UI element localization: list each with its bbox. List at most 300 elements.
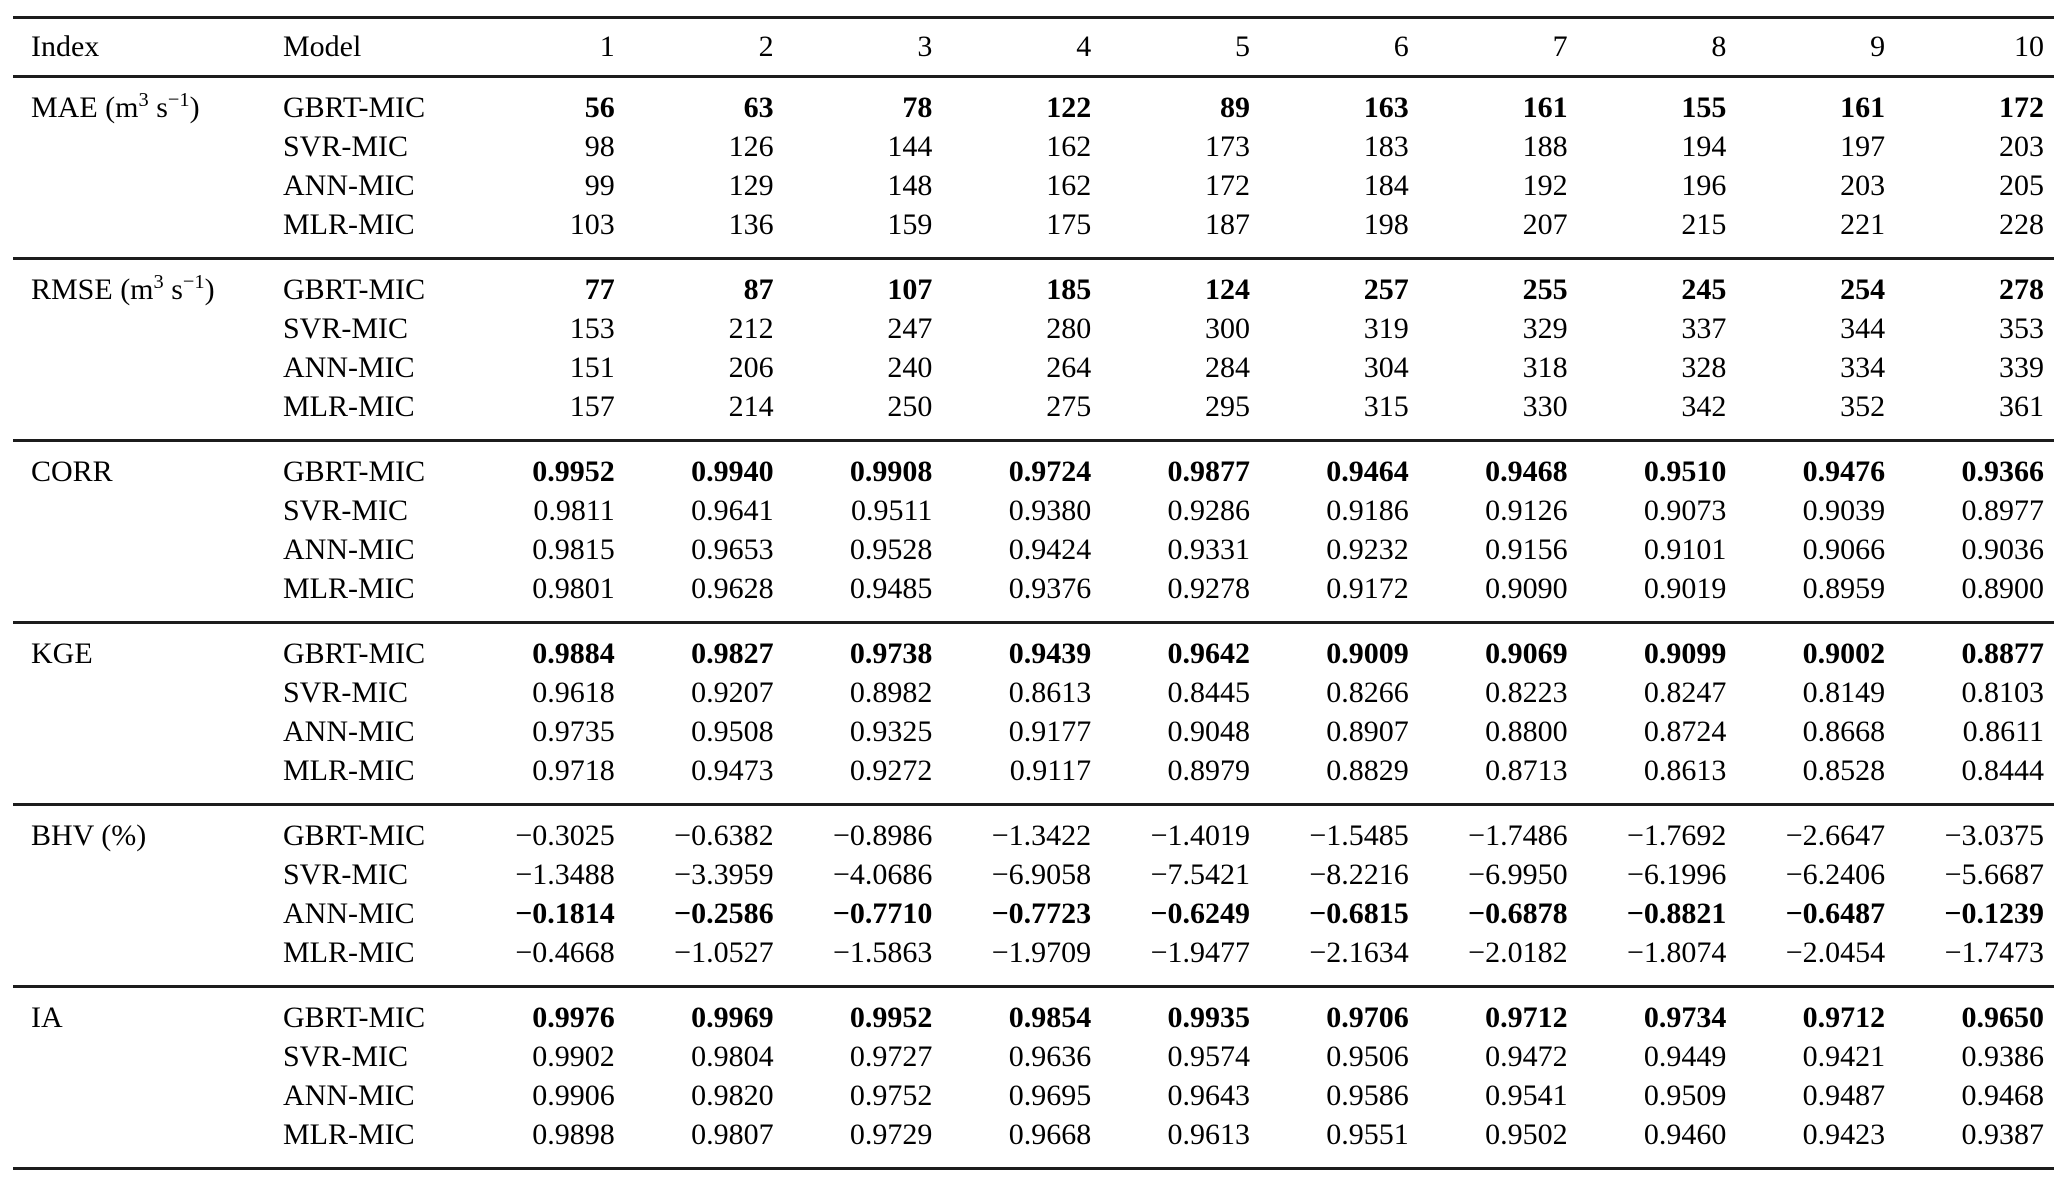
header-lead-time-1: 1 xyxy=(599,30,615,63)
index-cell xyxy=(13,569,283,623)
index-cell xyxy=(13,751,283,805)
value-cell: 0.9464 xyxy=(1326,455,1409,488)
value-cell: 0.9729 xyxy=(849,1118,933,1151)
value-cell: 264 xyxy=(1046,351,1092,384)
model-cell: GBRT-MIC xyxy=(283,273,426,306)
value-cell: 0.9734 xyxy=(1643,1001,1727,1034)
model-cell: GBRT-MIC xyxy=(283,91,426,124)
value-cell: 0.9090 xyxy=(1485,572,1568,605)
table-row xyxy=(13,751,2054,805)
value-cell: 0.9906 xyxy=(532,1079,615,1112)
value-cell: 0.9048 xyxy=(1167,715,1250,748)
value-cell: 0.8247 xyxy=(1643,676,1727,709)
value-cell: −0.7723 xyxy=(991,897,1092,930)
value-cell: 0.9668 xyxy=(1008,1118,1092,1151)
value-cell: 278 xyxy=(1999,273,2044,306)
value-cell: 0.8829 xyxy=(1326,754,1409,787)
value-cell: −0.1239 xyxy=(1944,897,2044,930)
value-cell: 0.9854 xyxy=(1008,1001,1092,1034)
model-cell: MLR-MIC xyxy=(283,754,415,787)
value-cell: 280 xyxy=(1046,312,1092,345)
value-cell: 0.9066 xyxy=(1802,533,1886,566)
index-label: CORR xyxy=(31,455,113,488)
index-cell xyxy=(13,166,283,205)
model-cell: GBRT-MIC xyxy=(283,1001,426,1034)
value-cell: 240 xyxy=(887,351,933,384)
value-cell: 0.9002 xyxy=(1802,637,1886,670)
value-cell: 352 xyxy=(1840,390,1886,423)
value-cell: 203 xyxy=(1840,169,1886,202)
table-row xyxy=(13,933,2054,987)
value-cell: −0.6249 xyxy=(1150,897,1250,930)
index-cell xyxy=(13,987,283,1038)
value-cell: 0.9126 xyxy=(1485,494,1568,527)
value-cell: −2.1634 xyxy=(1309,936,1409,969)
value-cell: 0.9421 xyxy=(1802,1040,1886,1073)
value-cell: 284 xyxy=(1204,351,1250,384)
value-cell: 0.8982 xyxy=(849,676,933,709)
value-cell: 0.8959 xyxy=(1802,572,1886,605)
value-cell: 0.8266 xyxy=(1326,676,1409,709)
value-cell: 275 xyxy=(1046,390,1092,423)
value-cell: 295 xyxy=(1204,390,1250,423)
model-cell: GBRT-MIC xyxy=(283,455,426,488)
section-corr xyxy=(13,441,2054,623)
table-row xyxy=(13,259,2054,310)
value-cell: 215 xyxy=(1681,208,1727,241)
section-bhv xyxy=(13,805,2054,987)
value-cell: 0.9804 xyxy=(691,1040,774,1073)
value-cell: −0.3025 xyxy=(515,819,615,852)
value-cell: −0.4668 xyxy=(515,936,615,969)
table-row xyxy=(13,894,2054,933)
value-cell: 198 xyxy=(1363,208,1409,241)
table-row xyxy=(13,491,2054,530)
model-cell: SVR-MIC xyxy=(283,494,409,527)
value-cell: 0.8800 xyxy=(1485,715,1568,748)
model-cell: SVR-MIC xyxy=(283,312,409,345)
value-cell: 245 xyxy=(1681,273,1727,306)
index-cell xyxy=(13,1115,283,1169)
value-cell: 0.9528 xyxy=(849,533,933,566)
value-cell: 0.8445 xyxy=(1167,676,1250,709)
table-row xyxy=(13,1037,2054,1076)
value-cell: 0.9485 xyxy=(849,572,933,605)
value-cell: 0.9898 xyxy=(532,1118,615,1151)
unit-superscript: 3 xyxy=(153,271,164,293)
value-cell: −0.6487 xyxy=(1785,897,1886,930)
value-cell: −0.6815 xyxy=(1309,897,1409,930)
value-cell: 196 xyxy=(1681,169,1727,202)
index-cell xyxy=(13,894,283,933)
value-cell: 0.8907 xyxy=(1326,715,1409,748)
header-lead-time-9: 9 xyxy=(1870,30,1886,63)
value-cell: 203 xyxy=(1999,130,2044,163)
table-row xyxy=(13,712,2054,751)
table-row xyxy=(13,166,2054,205)
value-cell: −2.0182 xyxy=(1468,936,1568,969)
value-cell: 78 xyxy=(902,91,933,124)
model-cell: MLR-MIC xyxy=(283,936,415,969)
index-label: KGE xyxy=(31,637,93,670)
value-cell: −1.8074 xyxy=(1626,936,1727,969)
value-cell: 319 xyxy=(1363,312,1409,345)
value-cell: −2.0454 xyxy=(1785,936,1886,969)
unit-superscript: −1 xyxy=(182,271,205,293)
value-cell: 162 xyxy=(1046,169,1092,202)
value-cell: −1.7473 xyxy=(1944,936,2044,969)
value-cell: 0.9712 xyxy=(1802,1001,1886,1034)
value-cell: 0.9695 xyxy=(1008,1079,1092,1112)
value-cell: −0.7710 xyxy=(832,897,933,930)
value-cell: 122 xyxy=(1046,91,1092,124)
model-cell: SVR-MIC xyxy=(283,858,409,891)
value-cell: 0.9468 xyxy=(1485,455,1568,488)
index-label: s xyxy=(148,91,168,124)
value-cell: 255 xyxy=(1522,273,1568,306)
value-cell: −0.6382 xyxy=(674,819,774,852)
value-cell: 0.9472 xyxy=(1485,1040,1568,1073)
value-cell: 0.8528 xyxy=(1802,754,1886,787)
value-cell: 0.9642 xyxy=(1167,637,1250,670)
value-cell: 0.9278 xyxy=(1167,572,1250,605)
value-cell: −5.6687 xyxy=(1944,858,2044,891)
model-cell: ANN-MIC xyxy=(283,533,415,566)
value-cell: 153 xyxy=(569,312,615,345)
value-cell: 0.9476 xyxy=(1802,455,1886,488)
value-cell: −4.0686 xyxy=(832,858,933,891)
value-cell: 361 xyxy=(1999,390,2044,423)
value-cell: 221 xyxy=(1840,208,1886,241)
table-row xyxy=(13,1115,2054,1169)
value-cell: 0.9641 xyxy=(691,494,774,527)
value-cell: 0.9574 xyxy=(1167,1040,1250,1073)
value-cell: 0.9815 xyxy=(532,533,615,566)
value-cell: 197 xyxy=(1840,130,1886,163)
model-cell: SVR-MIC xyxy=(283,130,409,163)
value-cell: 0.9752 xyxy=(849,1079,933,1112)
value-cell: 0.8611 xyxy=(1962,715,2044,748)
section-kge xyxy=(13,623,2054,805)
value-cell: 0.9827 xyxy=(691,637,774,670)
value-cell: 0.9186 xyxy=(1326,494,1409,527)
value-cell: 334 xyxy=(1840,351,1886,384)
value-cell: 0.9449 xyxy=(1643,1040,1727,1073)
value-cell: 129 xyxy=(728,169,774,202)
value-cell: 328 xyxy=(1681,351,1727,384)
index-cell xyxy=(13,1037,283,1076)
value-cell: 0.9650 xyxy=(1961,1001,2044,1034)
value-cell: 228 xyxy=(1999,208,2044,241)
value-cell: −6.1996 xyxy=(1626,858,1727,891)
value-cell: 0.9039 xyxy=(1802,494,1886,527)
value-cell: 0.8149 xyxy=(1802,676,1886,709)
index-cell xyxy=(13,77,283,128)
table-row xyxy=(13,987,2054,1038)
value-cell: 172 xyxy=(1204,169,1250,202)
value-cell: 205 xyxy=(1999,169,2044,202)
value-cell: 0.9613 xyxy=(1167,1118,1250,1151)
value-cell: 0.9099 xyxy=(1643,637,1727,670)
value-cell: 0.9511 xyxy=(851,494,933,527)
value-cell: 0.8668 xyxy=(1802,715,1886,748)
value-cell: −1.5485 xyxy=(1309,819,1409,852)
value-cell: 318 xyxy=(1522,351,1568,384)
value-cell: 188 xyxy=(1522,130,1568,163)
value-cell: 0.9508 xyxy=(691,715,774,748)
table-row xyxy=(13,673,2054,712)
index-cell xyxy=(13,933,283,987)
index-cell xyxy=(13,309,283,348)
value-cell: 0.9325 xyxy=(849,715,933,748)
header-lead-time-5: 5 xyxy=(1234,30,1250,63)
value-cell: 0.9207 xyxy=(691,676,774,709)
section-ia xyxy=(13,987,2054,1169)
table-row xyxy=(13,441,2054,492)
value-cell: 0.9460 xyxy=(1643,1118,1727,1151)
value-cell: 124 xyxy=(1204,273,1250,306)
value-cell: 0.9643 xyxy=(1167,1079,1250,1112)
model-cell: GBRT-MIC xyxy=(283,819,426,852)
value-cell: 63 xyxy=(743,91,774,124)
header-lead-time-7: 7 xyxy=(1552,30,1568,63)
section-rmse xyxy=(13,259,2054,441)
model-cell: GBRT-MIC xyxy=(283,637,426,670)
value-cell: 0.8724 xyxy=(1643,715,1727,748)
value-cell: −1.3488 xyxy=(515,858,615,891)
value-cell: 107 xyxy=(887,273,933,306)
value-cell: −0.1814 xyxy=(515,897,615,930)
value-cell: −1.9709 xyxy=(991,936,1092,969)
unit-superscript: 3 xyxy=(138,89,149,111)
value-cell: 0.9502 xyxy=(1485,1118,1568,1151)
index-cell xyxy=(13,673,283,712)
value-cell: 212 xyxy=(728,312,774,345)
unit-superscript: −1 xyxy=(167,89,190,111)
value-cell: 0.9902 xyxy=(532,1040,615,1073)
value-cell: −1.5863 xyxy=(832,936,933,969)
value-cell: 0.9376 xyxy=(1008,572,1092,605)
value-cell: 0.9884 xyxy=(532,637,615,670)
value-cell: −3.0375 xyxy=(1944,819,2044,852)
table-row xyxy=(13,805,2054,856)
value-cell: 89 xyxy=(1219,91,1250,124)
value-cell: 0.8877 xyxy=(1961,637,2044,670)
model-cell: MLR-MIC xyxy=(283,208,415,241)
value-cell: 337 xyxy=(1681,312,1727,345)
value-cell: 183 xyxy=(1363,130,1409,163)
index-label: IA xyxy=(31,1001,63,1034)
value-cell: 0.9940 xyxy=(691,455,774,488)
index-label: BHV (%) xyxy=(31,819,147,852)
value-cell: 56 xyxy=(584,91,615,124)
value-cell: 0.9509 xyxy=(1643,1079,1727,1112)
value-cell: 344 xyxy=(1840,312,1886,345)
value-cell: 0.9541 xyxy=(1485,1079,1568,1112)
value-cell: 0.9069 xyxy=(1485,637,1568,670)
value-cell: 99 xyxy=(584,169,615,202)
value-cell: 0.8444 xyxy=(1961,754,2044,787)
model-cell: MLR-MIC xyxy=(283,572,415,605)
value-cell: 0.9487 xyxy=(1802,1079,1886,1112)
table-row xyxy=(13,309,2054,348)
value-cell: 0.9101 xyxy=(1643,533,1727,566)
value-cell: 0.8613 xyxy=(1643,754,1727,787)
value-cell: 0.9510 xyxy=(1643,455,1727,488)
value-cell: 161 xyxy=(1522,91,1568,124)
value-cell: 0.9286 xyxy=(1167,494,1250,527)
value-cell: 0.9969 xyxy=(691,1001,774,1034)
value-cell: 157 xyxy=(569,390,615,423)
index-cell xyxy=(13,259,283,310)
value-cell: 163 xyxy=(1363,91,1409,124)
value-cell: 329 xyxy=(1522,312,1568,345)
value-cell: 77 xyxy=(584,273,615,306)
value-cell: 0.9473 xyxy=(691,754,774,787)
table-row xyxy=(13,623,2054,674)
value-cell: 0.9551 xyxy=(1326,1118,1409,1151)
value-cell: 0.9423 xyxy=(1802,1118,1886,1151)
value-cell: 162 xyxy=(1046,130,1092,163)
model-cell: MLR-MIC xyxy=(283,390,415,423)
index-cell xyxy=(13,855,283,894)
value-cell: 0.9156 xyxy=(1485,533,1568,566)
value-cell: −6.2406 xyxy=(1785,858,1886,891)
model-cell: SVR-MIC xyxy=(283,676,409,709)
value-cell: 353 xyxy=(1999,312,2044,345)
value-cell: 0.9976 xyxy=(532,1001,615,1034)
header-lead-time-3: 3 xyxy=(917,30,933,63)
index-label: s xyxy=(163,273,183,306)
table-row xyxy=(13,569,2054,623)
value-cell: 0.9935 xyxy=(1167,1001,1250,1034)
header-lead-time-8: 8 xyxy=(1711,30,1727,63)
value-cell: 0.9586 xyxy=(1326,1079,1409,1112)
value-cell: 339 xyxy=(1999,351,2044,384)
model-cell: MLR-MIC xyxy=(283,1118,415,1151)
value-cell: 0.9073 xyxy=(1643,494,1727,527)
value-cell: 173 xyxy=(1204,130,1250,163)
value-cell: 175 xyxy=(1046,208,1092,241)
value-cell: 0.9727 xyxy=(849,1040,933,1073)
value-cell: 206 xyxy=(728,351,774,384)
table-row xyxy=(13,77,2054,128)
value-cell: 98 xyxy=(584,130,615,163)
value-cell: 0.9908 xyxy=(849,455,933,488)
value-cell: 257 xyxy=(1363,273,1409,306)
value-cell: 0.9468 xyxy=(1961,1079,2044,1112)
value-cell: −6.9950 xyxy=(1468,858,1568,891)
value-cell: −0.2586 xyxy=(673,897,774,930)
value-cell: 0.9653 xyxy=(691,533,774,566)
table-row xyxy=(13,1076,2054,1115)
index-cell xyxy=(13,712,283,751)
value-cell: 0.9801 xyxy=(532,572,615,605)
value-cell: −2.6647 xyxy=(1785,819,1886,852)
value-cell: −3.3959 xyxy=(674,858,774,891)
value-cell: 126 xyxy=(728,130,774,163)
header-row xyxy=(13,18,2054,77)
index-cell xyxy=(13,491,283,530)
value-cell: 214 xyxy=(728,390,774,423)
table-row xyxy=(13,348,2054,387)
value-cell: 0.8103 xyxy=(1961,676,2044,709)
table-row xyxy=(13,387,2054,441)
header-index: Index xyxy=(31,30,100,63)
value-cell: 0.8977 xyxy=(1961,494,2044,527)
value-cell: −1.3422 xyxy=(991,819,1092,852)
index-cell xyxy=(13,387,283,441)
value-cell: 0.9439 xyxy=(1008,637,1092,670)
value-cell: 0.9380 xyxy=(1008,494,1092,527)
index-cell xyxy=(13,1076,283,1115)
value-cell: 0.8613 xyxy=(1008,676,1092,709)
value-cell: 0.9036 xyxy=(1961,533,2044,566)
table-row xyxy=(13,530,2054,569)
header-lead-time-2: 2 xyxy=(758,30,774,63)
index-cell xyxy=(13,530,283,569)
index-label: ) xyxy=(204,273,215,306)
header-lead-time-6: 6 xyxy=(1393,30,1409,63)
table-row xyxy=(13,205,2054,259)
value-cell: −1.9477 xyxy=(1150,936,1250,969)
value-cell: 0.9807 xyxy=(691,1118,774,1151)
value-cell: 304 xyxy=(1363,351,1409,384)
value-cell: 342 xyxy=(1681,390,1727,423)
value-cell: 185 xyxy=(1046,273,1092,306)
value-cell: 300 xyxy=(1204,312,1250,345)
value-cell: −0.8821 xyxy=(1626,897,1727,930)
value-cell: 0.9712 xyxy=(1485,1001,1568,1034)
value-cell: 207 xyxy=(1522,208,1568,241)
model-cell: SVR-MIC xyxy=(283,1040,409,1073)
model-cell: ANN-MIC xyxy=(283,897,415,930)
value-cell: −1.4019 xyxy=(1150,819,1250,852)
value-cell: 0.9272 xyxy=(849,754,933,787)
value-cell: 103 xyxy=(569,208,615,241)
value-cell: −0.6878 xyxy=(1467,897,1568,930)
value-cell: −1.0527 xyxy=(674,936,774,969)
value-cell: 148 xyxy=(887,169,933,202)
index-label: ) xyxy=(189,91,200,124)
value-cell: −6.9058 xyxy=(991,858,1092,891)
value-cell: 0.9386 xyxy=(1961,1040,2044,1073)
value-cell: 0.9952 xyxy=(849,1001,933,1034)
table-row xyxy=(13,127,2054,166)
value-cell: 161 xyxy=(1840,91,1886,124)
index-label: MAE (m xyxy=(31,91,139,124)
value-cell: −7.5421 xyxy=(1150,858,1250,891)
value-cell: 0.9636 xyxy=(1008,1040,1092,1073)
header-lead-time-10: 10 xyxy=(2014,30,2044,63)
index-cell xyxy=(13,348,283,387)
value-cell: 0.9019 xyxy=(1643,572,1727,605)
value-cell: 330 xyxy=(1522,390,1568,423)
model-cell: ANN-MIC xyxy=(283,715,415,748)
value-cell: −8.2216 xyxy=(1309,858,1409,891)
header-lead-time-4: 4 xyxy=(1076,30,1092,63)
value-cell: 0.8713 xyxy=(1485,754,1568,787)
index-label: RMSE (m xyxy=(31,273,154,306)
index-cell xyxy=(13,623,283,674)
value-cell: 0.8223 xyxy=(1485,676,1568,709)
model-cell: ANN-MIC xyxy=(283,351,415,384)
model-cell: ANN-MIC xyxy=(283,169,415,202)
value-cell: 155 xyxy=(1681,91,1727,124)
value-cell: 0.9628 xyxy=(691,572,774,605)
metrics-table xyxy=(13,16,2054,1170)
value-cell: 0.9424 xyxy=(1008,533,1092,566)
